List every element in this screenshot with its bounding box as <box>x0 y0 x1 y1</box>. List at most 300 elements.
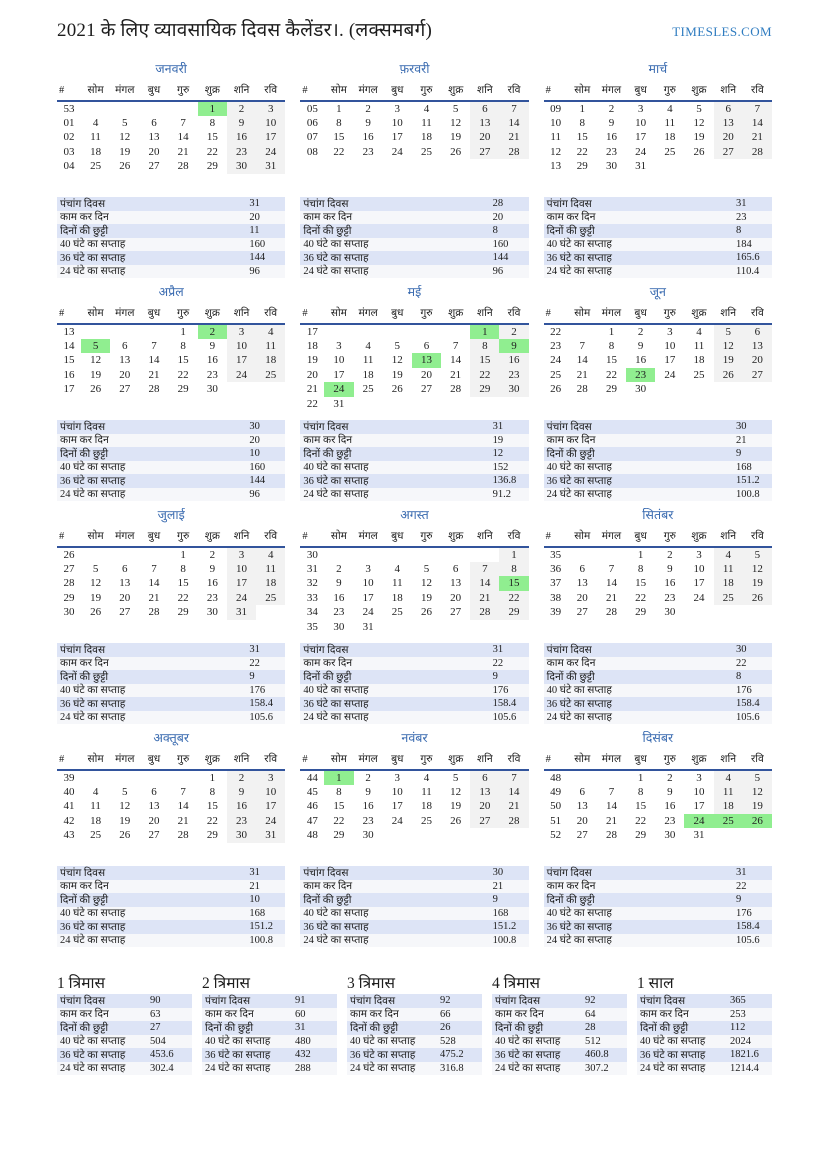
day-cell: 31 <box>362 620 374 633</box>
day-header: रवि <box>256 751 285 770</box>
week-row <box>57 547 285 562</box>
day-cell: 13 <box>119 354 131 367</box>
week-number: 30 <box>63 606 75 619</box>
day-cell: 9 <box>209 562 216 575</box>
day-cell: 4 <box>394 562 401 575</box>
day-cell: 29 <box>206 829 218 842</box>
day-header: मंगल <box>597 305 626 324</box>
week-number: 17 <box>306 325 318 338</box>
stat-value: 184 <box>735 238 752 250</box>
week-row <box>57 116 285 131</box>
stat-label: दिनों की छुट्टी <box>303 448 352 460</box>
day-cell: 4 <box>696 325 702 338</box>
week-number: 48 <box>550 771 562 784</box>
summary-stat-row <box>492 1035 627 1049</box>
month-calendar-area <box>544 731 772 858</box>
day-cell: 30 <box>605 160 617 173</box>
stat-label: दिनों की छुट्टी <box>546 225 595 237</box>
month-stat-row <box>544 434 772 448</box>
day-cell: 15 <box>635 800 647 813</box>
week-number: 21 <box>306 383 318 396</box>
day-cell <box>684 605 713 620</box>
day-header: गुरु <box>169 528 198 547</box>
day-cell <box>383 620 412 635</box>
day-cell: 12 <box>391 354 403 367</box>
day-header: शुक्र <box>441 305 470 324</box>
week-number: 18 <box>306 339 318 352</box>
month-stat-row <box>57 488 285 502</box>
stat-label: 24 घंटे का सप्ताह <box>60 712 126 724</box>
month-calendar-area <box>57 62 285 189</box>
day-cell: 30 <box>206 383 218 396</box>
day-cell: 20 <box>470 130 499 145</box>
day-cell <box>139 101 168 116</box>
day-cell: 29 <box>576 160 588 173</box>
day-cell <box>568 547 597 562</box>
stat-value: 168 <box>492 907 509 919</box>
month-stat-row <box>544 238 772 252</box>
day-cell: 27 <box>119 606 131 619</box>
day-cell: 23 <box>499 368 528 383</box>
day-cell: 12 <box>119 800 131 813</box>
day-cell: 25 <box>664 145 676 158</box>
stat-value: 307.2 <box>585 1062 609 1074</box>
stat-label: पंचांग दिवस <box>60 198 106 210</box>
day-cell: 21 <box>743 130 772 145</box>
day-cell: 18 <box>664 131 676 144</box>
summary-title: 4 त्रिमास <box>492 975 540 992</box>
month-stat-row <box>57 447 285 461</box>
week-number: 10 <box>550 116 562 129</box>
week-number: 40 <box>63 785 75 798</box>
day-header: गुरु <box>655 305 684 324</box>
stat-value: 31 <box>295 1022 306 1034</box>
month-stat-row <box>300 684 528 698</box>
day-cell: 3 <box>394 771 401 784</box>
day-cell <box>383 324 412 339</box>
day-cell: 30 <box>333 620 345 633</box>
site-link[interactable]: TIMESLES.COM <box>672 24 772 39</box>
week-row <box>300 116 528 131</box>
month-stats <box>57 197 285 278</box>
months-grid <box>57 62 772 947</box>
month-stat-row <box>57 251 285 265</box>
day-cell: 18 <box>256 353 285 368</box>
day-cell <box>169 101 198 116</box>
month-title: मार्च <box>648 62 668 76</box>
stat-value: 31 <box>735 867 747 879</box>
day-cell: 2 <box>608 102 615 115</box>
month-stat-row <box>57 697 285 711</box>
day-cell: 7 <box>470 562 499 577</box>
week-row <box>57 145 285 160</box>
stat-value: 9 <box>735 448 742 460</box>
day-cell: 29 <box>470 382 499 397</box>
week-row <box>544 547 772 562</box>
week-row <box>544 562 772 577</box>
stat-value: 176 <box>735 684 752 696</box>
stat-label: काम कर दिन <box>495 1009 544 1021</box>
day-cell: 26 <box>391 383 403 396</box>
day-cell: 30 <box>206 606 218 619</box>
month-stat-row <box>300 934 528 948</box>
day-cell: 2 <box>499 324 528 339</box>
month-title: जनवरी <box>155 62 187 76</box>
day-header: # <box>300 751 324 770</box>
day-cell: 10 <box>227 562 256 577</box>
month-stat-row <box>57 670 285 684</box>
week-row <box>300 770 528 785</box>
day-cell: 13 <box>450 577 462 590</box>
stat-value: 8 <box>735 225 742 237</box>
week-number: 17 <box>63 383 75 396</box>
day-header: शुक्र <box>198 305 227 324</box>
day-cell: 30 <box>362 829 374 842</box>
month-stat-row <box>57 224 285 238</box>
day-cell: 23 <box>362 814 374 827</box>
day-cell: 10 <box>256 116 285 131</box>
day-cell <box>470 828 499 843</box>
week-row <box>300 620 528 635</box>
month-title: जुलाई <box>157 508 185 522</box>
stat-label: पंचांग दिवस <box>303 421 349 433</box>
day-cell: 31 <box>227 605 256 620</box>
day-cell: 3 <box>696 771 702 784</box>
month-10 <box>57 731 285 947</box>
day-cell: 25 <box>714 591 743 606</box>
day-cell <box>470 397 499 412</box>
day-header: शनि <box>714 528 743 547</box>
month-calendar <box>300 305 528 411</box>
day-cell: 17 <box>362 591 374 604</box>
summary-stat-row <box>347 1035 482 1049</box>
week-row <box>57 339 285 354</box>
stat-label: काम कर दिन <box>303 435 353 447</box>
day-cell: 6 <box>470 101 499 116</box>
day-cell: 1 <box>608 325 615 338</box>
summary-stats <box>347 994 482 1075</box>
summary-stat-row <box>202 1008 337 1022</box>
month-stat-row <box>57 434 285 448</box>
summary-stat-row <box>202 1048 337 1062</box>
day-cell: 24 <box>256 145 285 160</box>
stat-label: 40 घंटे का सप्ताह <box>303 239 369 251</box>
day-cell: 11 <box>256 339 285 354</box>
month-calendar <box>544 751 772 843</box>
day-cell: 12 <box>450 785 462 798</box>
day-cell: 17 <box>227 353 256 368</box>
month-stat-row <box>544 893 772 907</box>
stat-label: 24 घंटे का सप्ताह <box>546 266 612 278</box>
day-header-row <box>300 82 528 101</box>
day-cell: 18 <box>256 576 285 591</box>
day-cell: 6 <box>122 562 128 575</box>
holiday-day-cell: 25 <box>714 814 743 829</box>
stat-value: 30 <box>735 644 747 656</box>
stat-label: काम कर दिन <box>303 658 353 670</box>
stat-value: 2024 <box>730 1035 751 1047</box>
day-cell: 9 <box>365 116 371 129</box>
month-calendar-area <box>57 285 285 412</box>
day-cell: 5 <box>122 116 128 129</box>
day-cell: 15 <box>177 577 189 590</box>
summary-stat-row <box>637 1008 772 1022</box>
stat-value: 176 <box>492 684 509 696</box>
day-cell: 30 <box>664 829 676 842</box>
day-cell: 11 <box>693 339 705 352</box>
week-row <box>300 382 528 397</box>
day-cell: 21 <box>499 799 528 814</box>
month-stat-row <box>57 920 285 934</box>
week-number: 38 <box>550 591 562 604</box>
day-cell <box>499 397 528 412</box>
month-stat-row <box>544 934 772 948</box>
day-cell: 29 <box>177 606 189 619</box>
stat-label: पंचांग दिवस <box>546 644 592 656</box>
stat-label: पंचांग दिवस <box>546 198 592 210</box>
month-stat-row <box>57 197 285 211</box>
stat-label: पंचांग दिवस <box>60 644 106 656</box>
stat-label: 36 घंटे का सप्ताह <box>546 475 612 487</box>
day-cell: 16 <box>664 800 676 813</box>
month-stat-row <box>544 265 772 279</box>
week-row <box>544 159 772 174</box>
week-row <box>57 770 285 785</box>
week-row <box>57 159 285 174</box>
week-row <box>57 368 285 383</box>
day-cell: 3 <box>667 325 673 338</box>
day-cell: 10 <box>693 785 705 798</box>
day-cell: 3 <box>696 548 702 561</box>
month-stat-row <box>544 697 772 711</box>
stat-label: दिनों की छुट्टी <box>303 894 352 906</box>
day-header: सोम <box>81 528 110 547</box>
summary-stat-row <box>492 1048 627 1062</box>
holiday-day-cell: 23 <box>626 368 655 383</box>
day-header: गुरु <box>169 751 198 770</box>
day-cell: 28 <box>605 606 617 619</box>
stat-value: 12 <box>492 448 504 460</box>
month-stat-row <box>544 420 772 434</box>
day-cell: 5 <box>696 102 702 115</box>
day-cell: 15 <box>470 353 499 368</box>
day-cell: 31 <box>333 397 345 410</box>
day-header: सोम <box>568 751 597 770</box>
holiday-day-cell: 1 <box>470 324 499 339</box>
stat-label: दिनों की छुट्टी <box>303 225 352 237</box>
day-cell: 23 <box>227 145 256 160</box>
month-calendar-area <box>57 731 285 858</box>
day-cell: 3 <box>256 770 285 785</box>
day-cell: 17 <box>333 368 345 381</box>
stat-label: 40 घंटे का सप्ताह <box>60 462 126 474</box>
day-cell: 16 <box>635 354 647 367</box>
month-stat-row <box>57 461 285 475</box>
stat-value: 10 <box>249 894 260 906</box>
month-stat-row <box>57 893 285 907</box>
stat-label: दिनों की छुट्टी <box>205 1022 254 1034</box>
day-cell: 23 <box>362 145 374 158</box>
month-calendar-area <box>544 508 772 635</box>
month-stat-row <box>544 447 772 461</box>
day-cell: 9 <box>227 785 256 800</box>
day-cell: 15 <box>605 354 617 367</box>
day-header: रवि <box>499 305 528 324</box>
day-cell: 6 <box>470 770 499 785</box>
month-stat-row <box>57 711 285 725</box>
day-cell <box>324 547 353 562</box>
month-stats <box>300 643 528 724</box>
day-cell: 17 <box>635 131 647 144</box>
week-row <box>57 828 285 843</box>
month-stats <box>544 866 772 947</box>
month-stat-row <box>544 866 772 880</box>
day-cell: 1 <box>209 771 216 784</box>
week-number: 52 <box>550 829 562 842</box>
month-stat-row <box>300 670 528 684</box>
week-number: 26 <box>63 548 75 561</box>
day-cell: 7 <box>180 116 186 129</box>
day-cell: 17 <box>391 131 403 144</box>
day-header: सोम <box>324 528 353 547</box>
day-header: सोम <box>324 751 353 770</box>
day-header: # <box>57 751 81 770</box>
week-number: 20 <box>306 368 318 381</box>
day-cell: 28 <box>177 829 189 842</box>
day-header: रवि <box>499 82 528 101</box>
day-cell: 25 <box>256 368 285 383</box>
day-cell: 20 <box>420 368 432 381</box>
summary-stat-row <box>637 1048 772 1062</box>
day-cell: 3 <box>365 562 371 575</box>
day-header: मंगल <box>110 751 139 770</box>
day-header: शुक्र <box>441 751 470 770</box>
day-cell: 17 <box>693 800 705 813</box>
week-row <box>300 339 528 354</box>
day-header: # <box>544 751 568 770</box>
week-number: 16 <box>63 368 75 381</box>
day-cell: 7 <box>151 339 157 352</box>
stat-label: 36 घंटे का सप्ताह <box>640 1049 706 1061</box>
week-row <box>300 591 528 606</box>
day-cell: 8 <box>499 562 528 577</box>
day-header: शनि <box>470 82 499 101</box>
day-cell: 9 <box>209 339 216 352</box>
month-3 <box>544 62 772 278</box>
month-title: फ़रवरी <box>399 62 430 76</box>
day-header: बुध <box>626 82 655 101</box>
month-stat-row <box>57 265 285 279</box>
day-cell <box>412 324 441 339</box>
stat-label: 24 घंटे का सप्ताह <box>303 935 369 947</box>
month-calendar-area <box>57 508 285 635</box>
day-cell <box>81 324 110 339</box>
day-cell: 16 <box>362 800 374 813</box>
stat-label: पंचांग दिवस <box>546 867 592 879</box>
week-row <box>57 785 285 800</box>
day-cell: 28 <box>605 829 617 842</box>
stat-label: दिनों की छुट्टी <box>640 1022 689 1034</box>
day-cell: 19 <box>119 814 131 827</box>
day-cell <box>470 547 499 562</box>
day-header: शनि <box>227 305 256 324</box>
week-number: 44 <box>306 771 318 784</box>
month-4 <box>57 285 285 501</box>
day-cell <box>383 397 412 412</box>
stat-label: पंचांग दिवस <box>495 995 541 1007</box>
day-cell: 14 <box>605 577 617 590</box>
day-cell: 9 <box>667 562 673 575</box>
day-cell: 14 <box>177 800 189 813</box>
stat-label: 36 घंटे का सप्ताह <box>303 698 369 710</box>
day-cell: 29 <box>499 605 528 620</box>
stat-label: 24 घंटे का सप्ताह <box>205 1063 271 1075</box>
day-cell: 25 <box>420 814 432 827</box>
week-number: 02 <box>63 131 75 144</box>
month-stat-row <box>300 866 528 880</box>
stat-label: दिनों की छुट्टी <box>60 1022 109 1034</box>
month-stats <box>300 420 528 501</box>
stat-label: 40 घंटे का सप्ताह <box>546 239 612 251</box>
holiday-day-cell: 1 <box>324 770 353 785</box>
day-cell: 8 <box>336 116 342 129</box>
month-stat-row <box>544 224 772 238</box>
day-cell: 27 <box>450 606 462 619</box>
month-stats <box>57 866 285 947</box>
day-cell: 25 <box>362 383 374 396</box>
stat-value: 31 <box>249 198 260 210</box>
day-cell: 26 <box>90 383 102 396</box>
day-cell: 16 <box>362 131 374 144</box>
day-header: रवि <box>743 305 772 324</box>
month-calendar-area <box>300 62 528 189</box>
stat-value: 27 <box>150 1022 161 1034</box>
month-stat-row <box>300 224 528 238</box>
week-row <box>57 605 285 620</box>
month-8 <box>300 508 528 724</box>
stat-label: 40 घंटे का सप्ताह <box>303 462 369 474</box>
day-cell <box>383 547 412 562</box>
stat-label: 24 घंटे का सप्ताह <box>303 712 369 724</box>
day-header: सोम <box>568 305 597 324</box>
day-cell <box>743 605 772 620</box>
summary-1 <box>57 971 192 1075</box>
day-header-row <box>300 751 528 770</box>
stat-label: 24 घंटे का सप्ताह <box>546 935 612 947</box>
summary-stat-row <box>492 1062 627 1076</box>
stat-value: 160 <box>492 238 509 250</box>
month-calendar <box>300 751 528 843</box>
stat-value: 23 <box>735 211 747 223</box>
month-stat-row <box>544 474 772 488</box>
day-header: शनि <box>227 528 256 547</box>
month-stats <box>300 197 528 278</box>
week-number: 15 <box>63 354 75 367</box>
stat-value: 31 <box>249 644 260 656</box>
week-row <box>544 785 772 800</box>
month-stat-row <box>57 866 285 880</box>
day-cell: 2 <box>667 548 673 561</box>
stat-label: 40 घंटे का सप्ताह <box>495 1036 561 1048</box>
week-row <box>544 130 772 145</box>
month-stat-row <box>300 447 528 461</box>
week-number: 27 <box>63 562 75 575</box>
day-cell: 15 <box>576 131 588 144</box>
day-cell: 14 <box>148 577 160 590</box>
day-header: मंगल <box>110 82 139 101</box>
week-number: 51 <box>550 814 562 827</box>
week-number: 35 <box>306 620 318 633</box>
